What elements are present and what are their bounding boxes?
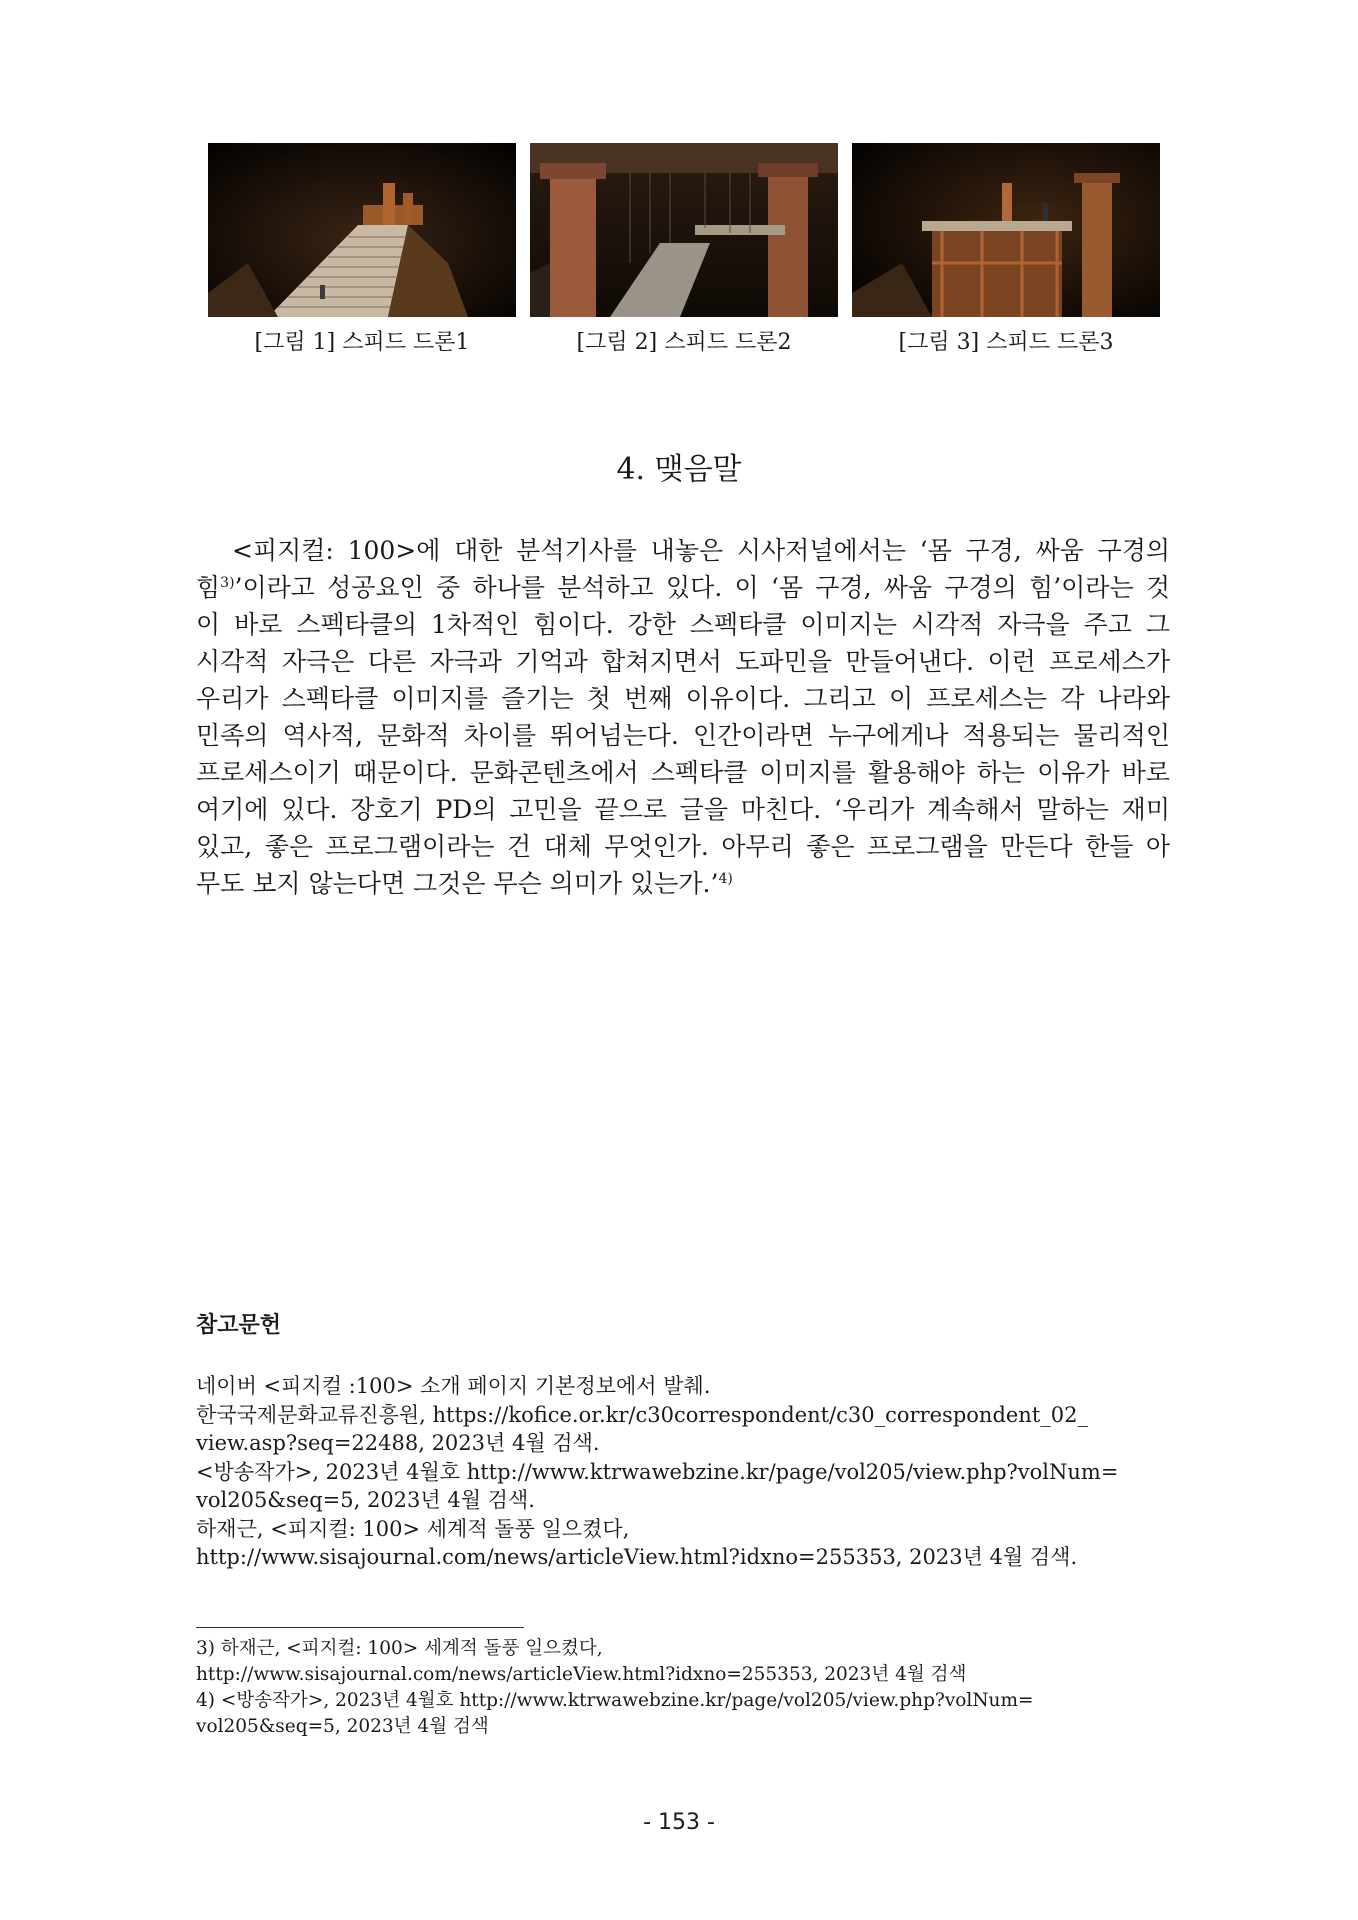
figure-2-caption: [그림 2] 스피드 드론2	[576, 330, 792, 355]
body-line: 여기에 있다. 장호기 PD의 고민을 끝으로 글을 마친다. ‘우리가 계속해서 말하는 재미	[196, 795, 1170, 824]
footnotes	[196, 1636, 1096, 1740]
body-line: 프로세스이기 때문이다. 문화콘텐츠에서 스펙타클 이미지를 활용해야 하는 이유가 바로	[196, 758, 1170, 787]
reference-line[interactable]: http://www.sisajournal.com/news/articleView.html?idxno=255353, 2023년 4월 검색.	[196, 1545, 1078, 1569]
figure-1-caption: [그림 1] 스피드 드론1	[254, 330, 470, 355]
body-line: 이 바로 스펙타클의 1차적인 힘이다. 강한 스펙타클 이미지는 시각적 자극을 주고 그	[196, 610, 1170, 639]
body-line: 있고, 좋은 프로그램이라는 건 대체 무엇인가. 아무리 좋은 프로그램을 만든다 한들 아	[196, 832, 1170, 861]
page-number: - 153 -	[643, 1810, 715, 1835]
reference-line: 하재근, <피지컬: 100> 세계적 돌풍 일으켰다,	[196, 1516, 630, 1541]
footnote-divider	[196, 1627, 524, 1628]
section-title: 4. 맺음말	[616, 452, 742, 487]
footnote-line[interactable]: http://www.sisajournal.com/news/articleView.html?idxno=255353, 2023년 4월 검색	[196, 1664, 967, 1685]
footnote-line[interactable]: vol205&seq=5, 2023년 4월 검색	[196, 1716, 489, 1737]
figure-3	[852, 143, 1160, 355]
reference-line[interactable]: 한국국제문화교류진흥원, https://kofice.or.kr/c30correspondent/c30_correspondent_02_	[196, 1402, 1088, 1427]
body-line-text: 무도 보지 않는다면 그것은 무슨 의미가 있는가.’	[196, 869, 719, 898]
figure-3-image	[852, 143, 1160, 317]
body-line: 시각적 자극은 다른 자극과 기억과 합쳐지면서 도파민을 만들어낸다. 이런 프로세스가	[196, 647, 1170, 676]
footnote-line[interactable]: 4) <방송작가>, 2023년 4월호 http://www.ktrwawebzine.kr/page/vol205/view.php?volNum=	[196, 1690, 1034, 1711]
footnote-ref-3[interactable]: 3)	[220, 575, 235, 591]
reference-line: 네이버 <피지컬 :100> 소개 페이지 기본정보에서 발췌.	[196, 1374, 711, 1398]
body-paragraph	[196, 532, 1170, 902]
figure-3-caption: [그림 3] 스피드 드론3	[898, 330, 1114, 355]
body-line-rest: ’이라고 성공요인 중 하나를 분석하고 있다. 이 ‘몸 구경, 싸움 구경의 힘’이라는 것	[234, 573, 1170, 602]
body-line: 민족의 역사적, 문화적 차이를 뛰어넘는다. 인간이라면 누구에게나 적용되는 물리적인	[196, 721, 1170, 750]
body-line: 우리가 스펙타클 이미지를 즐기는 첫 번째 이유이다. 그리고 이 프로세스는 각 나라와	[196, 684, 1170, 713]
figure-2-image	[530, 143, 838, 317]
footnote-ref-4[interactable]: 4)	[718, 871, 733, 887]
body-line-final	[196, 865, 1170, 902]
reference-line[interactable]: <방송작가>, 2023년 4월호 http://www.ktrwawebzine.kr/page/vol205/view.php?volNum=	[196, 1459, 1119, 1484]
figure-row	[208, 143, 1160, 353]
figure-2	[530, 143, 838, 355]
reference-line[interactable]: vol205&seq=5, 2023년 4월 검색.	[196, 1488, 535, 1512]
body-line: <피지컬: 100>에 대한 분석기사를 내놓은 시사저널에서는 ‘몸 구경, 싸움 구경의	[232, 536, 1170, 565]
figure-1-image	[208, 143, 516, 317]
body-line-start: 힘	[196, 573, 221, 602]
references-heading: 참고문헌	[196, 1313, 282, 1338]
figure-1	[208, 143, 516, 355]
references-list	[196, 1372, 1119, 1572]
reference-line[interactable]: view.asp?seq=22488, 2023년 4월 검색.	[196, 1431, 600, 1455]
footnote-line: 3) 하재근, <피지컬: 100> 세계적 돌풍 일으켰다,	[196, 1638, 603, 1659]
body-line-with-footnote	[196, 569, 1170, 606]
